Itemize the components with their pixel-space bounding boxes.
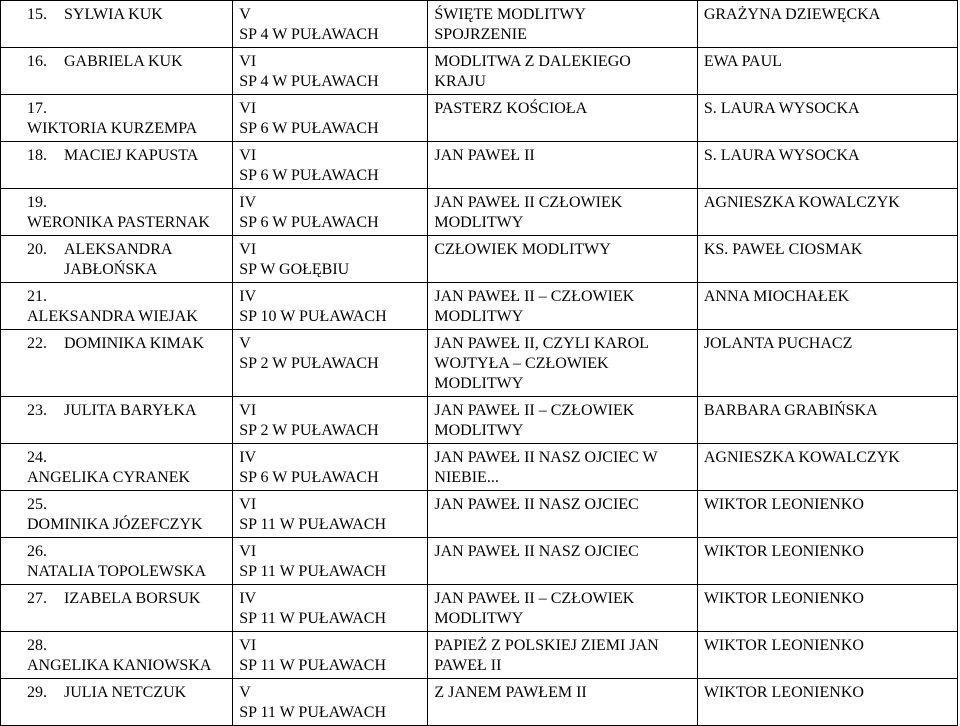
table-row xyxy=(1,283,958,330)
participant-name xyxy=(27,562,206,582)
participant-name xyxy=(27,468,190,488)
school-cell xyxy=(233,48,428,95)
school-cell xyxy=(233,397,428,444)
school: SP 6 W PUŁAWACH xyxy=(239,469,379,486)
participant-cell xyxy=(1,679,233,726)
participant-name xyxy=(64,146,198,166)
participant-name-line: IZABELA BORSUK xyxy=(64,590,201,607)
participant-cell xyxy=(1,397,233,444)
work-title-line: PAWEŁ II xyxy=(434,657,502,674)
work-title-line: KRAJU xyxy=(434,73,486,90)
participant-name-line: NATALIA TOPOLEWSKA xyxy=(27,563,207,580)
table-row xyxy=(1,142,958,189)
work-title-line: JAN PAWEŁ II NASZ OJCIEC xyxy=(434,543,639,560)
teacher-cell xyxy=(697,330,957,397)
work-title-line: MODLITWY xyxy=(434,375,524,392)
table-row xyxy=(1,491,958,538)
work-title-line: JAN PAWEŁ II NASZ OJCIEC xyxy=(434,496,639,513)
school: SP 6 W PUŁAWACH xyxy=(239,167,379,184)
grade: V xyxy=(239,335,251,352)
participant-name xyxy=(64,683,186,703)
work-title-cell xyxy=(428,330,697,397)
table-row xyxy=(1,330,958,397)
work-title-cell xyxy=(428,48,697,95)
participant-name xyxy=(64,589,200,609)
participant-cell xyxy=(1,283,233,330)
participant-name-line: JULIA NETCZUK xyxy=(64,684,187,701)
teacher-cell xyxy=(697,538,957,585)
row-number: 28. xyxy=(27,637,47,654)
teacher-cell xyxy=(697,142,957,189)
row-number: 21. xyxy=(27,288,47,305)
work-title-cell xyxy=(428,538,697,585)
work-title-line: JAN PAWEŁ II NASZ OJCIEC W xyxy=(434,449,658,466)
work-title-line: JAN PAWEŁ II – CZŁOWIEK xyxy=(434,288,635,305)
participant-name-line: ANGELIKA CYRANEK xyxy=(27,469,191,486)
school: SP 6 W PUŁAWACH xyxy=(239,120,379,137)
school: SP 11 W PUŁAWACH xyxy=(239,657,387,674)
school: SP 11 W PUŁAWACH xyxy=(239,516,387,533)
grade: V xyxy=(239,684,251,701)
teacher-name: WIKTOR LEONIENKO xyxy=(703,496,864,513)
grade: IV xyxy=(239,288,257,305)
teacher-name: S. LAURA WYSOCKA xyxy=(703,100,860,117)
row-number: 27. xyxy=(27,590,47,607)
teacher-name: JOLANTA PUCHACZ xyxy=(703,335,853,352)
teacher-cell xyxy=(697,632,957,679)
teacher-name: KS. PAWEŁ CIOSMAK xyxy=(703,241,863,258)
grade: VI xyxy=(239,543,257,560)
work-title-line: NIEBIE... xyxy=(434,469,499,486)
work-title-line: MODLITWY xyxy=(434,214,524,231)
teacher-cell xyxy=(697,283,957,330)
teacher-cell xyxy=(697,491,957,538)
school: SP 11 W PUŁAWACH xyxy=(239,610,387,627)
row-number: 17. xyxy=(27,100,47,117)
participant-name-line: DOMINIKA KIMAK xyxy=(64,335,204,352)
participant-name xyxy=(64,334,204,354)
work-title-cell xyxy=(428,679,697,726)
row-number: 15. xyxy=(27,6,47,23)
grade: IV xyxy=(239,194,257,211)
school-cell xyxy=(233,95,428,142)
school-cell xyxy=(233,632,428,679)
work-title-line: JAN PAWEŁ II – CZŁOWIEK xyxy=(434,402,635,419)
work-title-cell xyxy=(428,236,697,283)
school-cell xyxy=(233,142,428,189)
work-title-cell xyxy=(428,1,697,48)
work-title-line: JAN PAWEŁ II – CZŁOWIEK xyxy=(434,590,635,607)
participant-name-line: ALEKSANDRA xyxy=(64,241,173,258)
participant-name-line: JULITA BARYŁKA xyxy=(64,402,197,419)
row-number: 29. xyxy=(27,684,47,701)
school-cell xyxy=(233,491,428,538)
teacher-cell xyxy=(697,397,957,444)
work-title-cell xyxy=(428,491,697,538)
row-number: 25. xyxy=(27,496,47,513)
school-cell xyxy=(233,330,428,397)
work-title-cell xyxy=(428,95,697,142)
work-title-cell xyxy=(428,189,697,236)
participant-name xyxy=(64,240,172,280)
participants-table-body xyxy=(1,1,958,726)
participant-name-line: DOMINIKA JÓZEFCZYK xyxy=(27,516,203,533)
participant-name xyxy=(27,307,198,327)
work-title-cell xyxy=(428,142,697,189)
work-title-line: ŚWIĘTE MODLITWY xyxy=(434,6,586,23)
work-title-line: JAN PAWEŁ II xyxy=(434,147,535,164)
teacher-name: WIKTOR LEONIENKO xyxy=(703,684,864,701)
table-row xyxy=(1,236,958,283)
school-cell xyxy=(233,585,428,632)
teacher-name: EWA PAUL xyxy=(703,53,782,70)
teacher-name: AGNIESZKA KOWALCZYK xyxy=(703,449,900,466)
participant-cell xyxy=(1,538,233,585)
participant-cell xyxy=(1,48,233,95)
participant-cell xyxy=(1,632,233,679)
work-title-cell xyxy=(428,632,697,679)
school: SP 11 W PUŁAWACH xyxy=(239,704,387,721)
school: SP 10 W PUŁAWACH xyxy=(239,308,387,325)
school-cell xyxy=(233,679,428,726)
school-cell xyxy=(233,444,428,491)
work-title-line: JAN PAWEŁ II CZŁOWIEK xyxy=(434,194,623,211)
school: SP 6 W PUŁAWACH xyxy=(239,214,379,231)
table-row xyxy=(1,632,958,679)
work-title-line: MODLITWY xyxy=(434,610,524,627)
participant-name-line: JABŁOŃSKA xyxy=(64,261,158,278)
row-number: 19. xyxy=(27,194,47,211)
school: SP W GOŁĘBIU xyxy=(239,261,350,278)
work-title-line: JAN PAWEŁ II, CZYLI KAROL xyxy=(434,335,649,352)
work-title-cell xyxy=(428,397,697,444)
teacher-cell xyxy=(697,679,957,726)
table-row xyxy=(1,1,958,48)
participant-name-line: ALEKSANDRA WIEJAK xyxy=(27,308,198,325)
work-title-line: MODLITWY xyxy=(434,422,524,439)
work-title-line: WOJTYŁA – CZŁOWIEK xyxy=(434,355,609,372)
participant-name-line: SYLWIA KUK xyxy=(64,6,163,23)
work-title-line: MODLITWY xyxy=(434,308,524,325)
work-title-cell xyxy=(428,283,697,330)
teacher-name: BARBARA GRABIŃSKA xyxy=(703,402,878,419)
grade: VI xyxy=(239,53,257,70)
participant-name xyxy=(64,52,183,72)
grade: VI xyxy=(239,241,257,258)
participant-name xyxy=(64,401,197,421)
work-title-line: PAPIEŻ Z POLSKIEJ ZIEMI JAN xyxy=(434,637,659,654)
teacher-cell xyxy=(697,189,957,236)
table-row xyxy=(1,397,958,444)
participant-cell xyxy=(1,189,233,236)
row-number: 24. xyxy=(27,449,47,466)
participant-cell xyxy=(1,491,233,538)
grade: VI xyxy=(239,402,257,419)
school-cell xyxy=(233,1,428,48)
row-number: 22. xyxy=(27,335,47,352)
table-row xyxy=(1,189,958,236)
school: SP 4 W PUŁAWACH xyxy=(239,73,379,90)
grade: IV xyxy=(239,449,257,466)
participant-name-line: WIKTORIA KURZEMPA xyxy=(27,120,198,137)
table-row xyxy=(1,95,958,142)
school: SP 11 W PUŁAWACH xyxy=(239,563,387,580)
row-number: 26. xyxy=(27,543,47,560)
school-cell xyxy=(233,283,428,330)
grade: VI xyxy=(239,496,257,513)
participant-name xyxy=(27,515,203,535)
participant-name-line: GABRIELA KUK xyxy=(64,53,183,70)
participant-cell xyxy=(1,444,233,491)
participant-cell xyxy=(1,585,233,632)
grade: V xyxy=(239,6,251,23)
participant-cell xyxy=(1,330,233,397)
teacher-cell xyxy=(697,1,957,48)
teacher-cell xyxy=(697,48,957,95)
participant-name xyxy=(27,119,197,139)
grade: IV xyxy=(239,590,257,607)
table-row xyxy=(1,48,958,95)
participant-cell xyxy=(1,95,233,142)
participant-name-line: WERONIKA PASTERNAK xyxy=(27,214,210,231)
teacher-name: WIKTOR LEONIENKO xyxy=(703,590,864,607)
teacher-cell xyxy=(697,585,957,632)
row-number: 23. xyxy=(27,402,47,419)
table-row xyxy=(1,444,958,491)
participant-cell xyxy=(1,236,233,283)
table-row xyxy=(1,538,958,585)
table-row xyxy=(1,679,958,726)
work-title-line: MODLITWA Z DALEKIEGO xyxy=(434,53,631,70)
teacher-cell xyxy=(697,236,957,283)
participant-name xyxy=(27,213,210,233)
participant-name xyxy=(27,656,211,676)
participant-cell xyxy=(1,142,233,189)
participant-cell xyxy=(1,1,233,48)
teacher-name: AGNIESZKA KOWALCZYK xyxy=(703,194,900,211)
school: SP 4 W PUŁAWACH xyxy=(239,26,379,43)
teacher-cell xyxy=(697,95,957,142)
school-cell xyxy=(233,189,428,236)
work-title-line: CZŁOWIEK MODLITWY xyxy=(434,241,611,258)
teacher-name: ANNA MIOCHAŁEK xyxy=(703,288,850,305)
table-row xyxy=(1,585,958,632)
grade: VI xyxy=(239,637,257,654)
participant-name-line: ANGELIKA KANIOWSKA xyxy=(27,657,212,674)
school-cell xyxy=(233,236,428,283)
teacher-cell xyxy=(697,444,957,491)
grade: VI xyxy=(239,100,257,117)
school: SP 2 W PUŁAWACH xyxy=(239,422,379,439)
school-cell xyxy=(233,538,428,585)
teacher-name: WIKTOR LEONIENKO xyxy=(703,543,864,560)
row-number: 20. xyxy=(27,241,47,258)
grade: VI xyxy=(239,147,257,164)
school: SP 2 W PUŁAWACH xyxy=(239,355,379,372)
participant-name-line: MACIEJ KAPUSTA xyxy=(64,147,199,164)
row-number: 18. xyxy=(27,147,47,164)
work-title-line: SPOJRZENIE xyxy=(434,26,527,43)
work-title-line: PASTERZ KOŚCIOŁA xyxy=(434,100,588,117)
work-title-cell xyxy=(428,585,697,632)
teacher-name: GRAŻYNA DZIEWĘCKA xyxy=(703,6,881,23)
teacher-name: S. LAURA WYSOCKA xyxy=(703,147,860,164)
work-title-line: Z JANEM PAWŁEM II xyxy=(434,684,587,701)
work-title-cell xyxy=(428,444,697,491)
participant-name xyxy=(64,5,163,25)
row-number: 16. xyxy=(27,53,47,70)
teacher-name: WIKTOR LEONIENKO xyxy=(703,637,864,654)
